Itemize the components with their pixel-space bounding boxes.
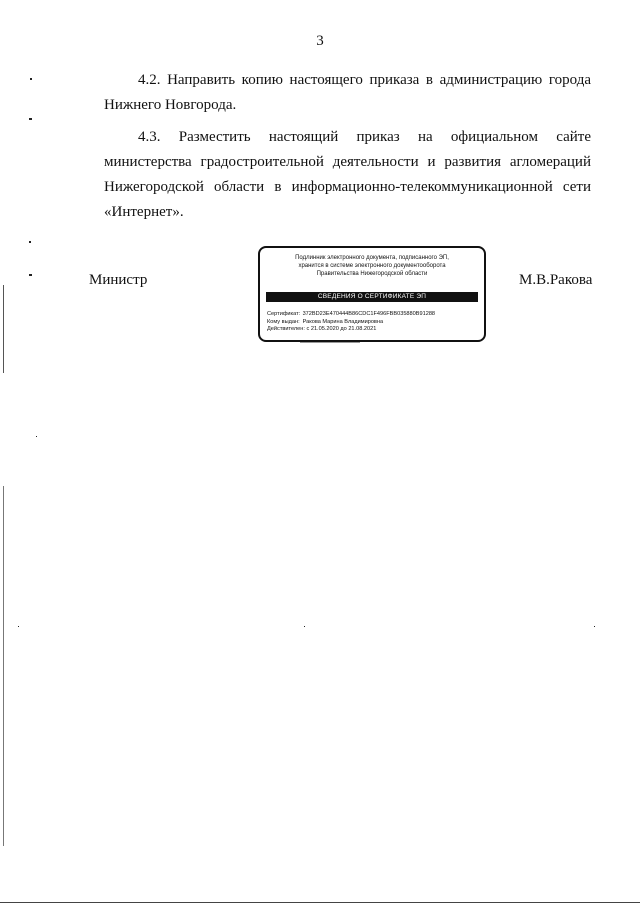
scan-speck <box>29 241 31 243</box>
certificate-label: Сертификат: <box>267 311 301 317</box>
paragraph-4-2 <box>104 68 591 118</box>
stamp-header <box>264 254 480 278</box>
owner-value: Ракова Марина Владимировна <box>302 318 384 325</box>
signatory-title: Министр <box>89 272 148 288</box>
stamp-banner: СВЕДЕНИЯ О СЕРТИФИКАТЕ ЭП <box>266 292 478 302</box>
validity-value: с 21.05.2020 до 21.08.2021 <box>306 326 377 332</box>
scan-speck <box>18 626 19 627</box>
scan-speck <box>304 626 305 627</box>
signatory-name: М.В.Ракова <box>519 272 593 288</box>
electronic-signature-stamp <box>258 246 486 342</box>
scan-bottom-edge <box>0 902 640 903</box>
scan-speck <box>30 78 32 80</box>
certificate-value: 372BD23E470444B86CDC1F496FBB035880B91288 <box>302 311 436 317</box>
stamp-header-line: Подлинник электронного документа, подписанного ЭП, <box>295 255 449 261</box>
scan-edge-line <box>3 285 4 373</box>
validity-row <box>267 326 480 334</box>
owner-row <box>267 319 480 327</box>
owner-label: Кому выдан: <box>267 318 300 325</box>
scan-edge-line <box>3 486 4 846</box>
scan-speck <box>29 118 32 120</box>
scan-speck <box>36 436 37 437</box>
stamp-header-line: Правительства Нижегородской области <box>316 271 428 277</box>
paragraph-text: 4.3. Разместить настоящий приказ на официальном сайте министерства градостроительной деятельности и развития агломераций Нижегородской области в информационно-телекоммуникационной сети «Интернет». <box>104 129 591 220</box>
validity-label: Действителен: <box>267 326 305 332</box>
stamp-details <box>267 311 480 334</box>
paragraph-4-3 <box>104 125 591 225</box>
scan-speck <box>594 626 595 627</box>
certificate-row <box>267 311 480 319</box>
page-number: 3 <box>316 33 324 49</box>
scan-stroke <box>300 342 360 343</box>
paragraph-text: 4.2. Направить копию настоящего приказа в администрацию города Нижнего Новгорода. <box>104 72 591 113</box>
stamp-header-line: хранится в системе электронного документооборота <box>298 263 446 269</box>
scan-speck <box>29 274 32 276</box>
